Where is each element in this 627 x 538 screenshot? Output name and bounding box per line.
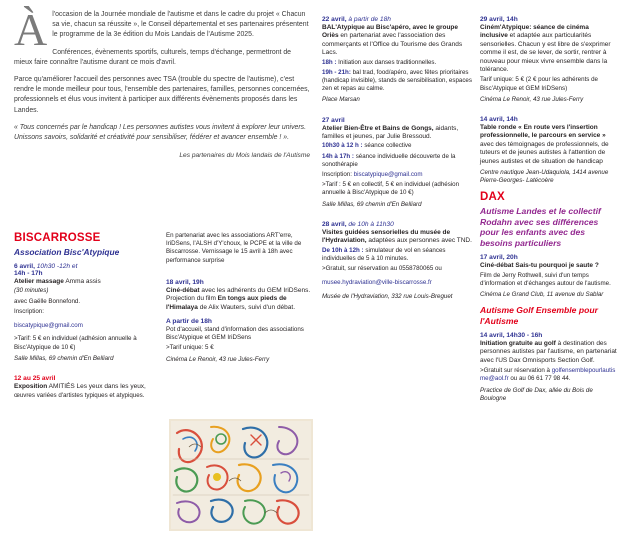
event-table-ronde <box>480 116 618 185</box>
intro-paragraph-1: l'occasion de la Journée mondiale de l'autisme et dans le cadre du projet « Chacun sa vie, chacun sa réussite », le Conseil départemental et ses partenaires présentent le programme de la 3e édition du Mois Landais de l'Autisme 2025. <box>52 11 309 39</box>
event-detail-duration: (30 minutes) <box>14 287 49 295</box>
event-title: Ciném'Atypique: séance de cinéma inclusive et adaptée aux particularités sensorielles. Chacun y est libre de s'exprimer comme il est, de se lever, de sortir, rentrer à nouveau pour mieux vivre ensemble dans la tolérance. <box>480 24 611 74</box>
event-venue: Place Marsan <box>322 96 360 104</box>
inscription-label: Inscription: biscatypique@gmail.com <box>322 171 423 179</box>
event-title: Atelier Bien-Être et Bains de Gongs, aidants, familles et jeunes, par Julie Bressoud. <box>322 124 459 141</box>
event-welcome-info: Pot d'accueil, stand d'information des associations Bisc'Atypique et GEM IriDSens <box>166 326 304 342</box>
inscription-label: Inscription: <box>14 307 44 315</box>
event-venue: Cinéma Le Renoir, 43 rue Jules-Ferry <box>166 355 270 363</box>
city-heading-dax: DAX <box>480 191 505 204</box>
association-heading: Association Bisc'Atypique <box>14 247 120 257</box>
event-date: 14 avril, 14h <box>480 116 518 124</box>
event-description: œuvres variées d'artistes typiques et atypiques. <box>14 392 145 400</box>
event-price: Tarif unique: 5 € (2 € pour les adhérents de Bisc'Atypique et GEM IriDSens) <box>480 76 598 92</box>
event-reservation: >Gratuit sur réservation à golfensemblepourlautisme@aol.fr ou au 06 61 77 98 44. <box>480 367 616 383</box>
column-partners <box>166 232 314 364</box>
column-biscarrosse <box>14 232 162 403</box>
event-venue: Salle Millas, 69 chemin d'En Belliard <box>14 354 114 362</box>
event-title: BAL'Atypique au Bisc'apéro, avec le groupe Oriès en partenariat avec l'association des commerçants et l'Office du Tourisme des Grands Lacs. <box>322 24 463 57</box>
event-initiation-golf <box>480 332 618 403</box>
event-schedule-line: 19h - 21h: bal trad, food/apéro, avec fêtes prioritaires (handicap invisible), stands de sensibilisation, espaces zen et repas au calme. <box>322 68 472 93</box>
event-venue: Musée de l'Hydraviation, 332 rue Louis-Breguet <box>322 292 453 300</box>
intro-paragraph-2: Conférences, évènements sportifs, culturels, temps d'échange, permettront de mieux faire connaître l'autisme durant ce mois d'avril. <box>14 48 292 66</box>
event-date: 14 avril, 14h30 - 16h <box>480 331 543 339</box>
event-schedule-line: 10h30 à 12 h : séance collective <box>322 142 412 150</box>
event-cine-debat <box>166 279 314 364</box>
event-date: 27 avril <box>322 116 345 124</box>
event-bal-atypique <box>322 16 472 105</box>
intro-quote: « Tous concernés par le handicap ! Les personnes autistes vous invitent à explorer leur univers. Unissons savoirs, solidarité et créativité pour sensibiliser, fédérer et avancer ensemble ! ». <box>14 123 307 142</box>
event-price: >Tarif : 5 € en collectif, 5 € en individuel (adhésion annuelle à Bisc'Atypique de 10 €) <box>322 181 460 197</box>
event-title: Ciné-débat Sais-tu pourquoi je saute ? <box>480 262 599 270</box>
column-events-mid <box>322 10 472 301</box>
event-bien-etre <box>322 117 472 209</box>
event-title: Initiation gratuite au golf à destination des personnes autistes par l'autisme, en partenariat avec l'US Dax Omnisports Section Golf. <box>480 339 617 364</box>
event-price: >Tarif unique: 5 € <box>166 344 214 352</box>
event-title: Visites guidées sensorielles du musée de l'Hydraviation, adaptées aux personnes avec TND. <box>322 228 472 245</box>
column-events-right <box>480 10 618 403</box>
reservation-email[interactable]: musee.hydraviation@ville-biscarrosse.fr <box>322 279 432 287</box>
event-date: 18 avril, 19h <box>166 278 204 286</box>
event-title: Atelier massage Amma assis <box>14 278 101 285</box>
inscription-email[interactable]: biscatypique@gmail.com <box>14 322 83 330</box>
event-date: 29 avril, 14h <box>480 16 518 23</box>
inscription-email[interactable]: biscatypique@gmail.com <box>353 171 423 179</box>
event-title: Exposition AMITIÉS Les yeux dans les yeux, <box>14 383 146 390</box>
event-title: Table ronde « En route vers l'insertion professionnelle, le parcours en service » avec des témoignages de professionnels, de tuteurs et de jeunes autistes à l'attention de jeunes autistes et de situation de handicap <box>480 124 609 165</box>
event-price: >Tarif: 5 € en individuel (adhésion annuelle à Bisc'Atypique de 10 €) <box>14 335 137 351</box>
event-exposition <box>14 375 162 401</box>
event-venue: Practice de Golf de Dax, allée du Bois de Boulogne <box>480 386 593 402</box>
event-schedule-line: 14h à 17h : séance individuelle découverte de la sonothérapie <box>322 152 456 168</box>
event-date: 17 avril, 20h <box>480 254 518 262</box>
intro-signature: Les partenaires du Mois landais de l'Autisme <box>179 152 310 160</box>
city-heading-biscarrosse: BISCARROSSE <box>14 232 101 244</box>
intro-paragraph-3: Parce qu'améliorer l'accueil des personnes avec TSA (trouble du spectre de l'autisme), c'est rendre le monde meilleur pour tous, l'ensemble des partenaires, familles, personnes concernées, professionnels et élus vous invitent à participer aux différents évènements proposés dans les Landes. <box>14 76 310 114</box>
event-schedule-line: 18h : Initiation aux danses traditionnelles. <box>322 58 437 66</box>
partnership-text: En partenariat avec les associations ART'erre, IriDSens, l'ALSH d'Y'choux, le PCPE et la ville de Biscarrosse. Vernissage le 15 avril à 18h avec performance surprise <box>166 232 302 264</box>
event-venue: Cinéma Le Grand Club, 11 avenue du Sablar <box>480 290 604 298</box>
event-schedule-line: De 10h à 12h : simulateur de vol en séances individuelles de 5 à 10 minutes. <box>322 246 446 262</box>
event-cine-debat-dax <box>480 254 618 299</box>
event-date: 22 avril, à partir de 18h <box>322 16 391 23</box>
event-subdate: A partir de 18h <box>166 318 212 326</box>
childrens-drawing-artwork <box>168 418 314 532</box>
reservation-email[interactable]: golfensemblepourlautisme@aol.fr <box>480 367 616 383</box>
event-detail-animator: avec Gaëlle Bonnefond. <box>14 297 81 305</box>
association-heading-autisme-landes: Autisme Landes et le collectif Rodahn avec ses différences pour les enfants avec des besoins particuliers <box>480 206 601 248</box>
event-date: 12 au 25 avril <box>14 375 56 382</box>
intro-block <box>14 4 310 160</box>
association-heading-autisme-golf: Autisme Golf Ensemble pour l'Autisme <box>480 305 598 326</box>
event-reservation: >Gratuit, sur réservation au 0558780065 ou <box>322 265 442 273</box>
event-cinematypique <box>480 16 618 104</box>
event-date: 6 avril, 10h30 -12h et 14h - 17h <box>14 263 78 277</box>
event-venue: Cinéma Le Renoir, 43 rue Jules-Ferry <box>480 95 584 103</box>
event-description: Film de Jerry Rothwell, suivi d'un temps d'information et d'échanges autour de l'autisme. <box>480 271 611 287</box>
event-date: 28 avril, de 10h à 11h30 <box>322 220 394 228</box>
drop-cap: À <box>14 4 48 55</box>
event-venue: Salle Millas, 69 chemin d'En Belliard <box>322 200 422 208</box>
event-massage <box>14 263 162 363</box>
event-venue: Centre nautique Jean-Udaquiola, 1414 avenue Pierre-Georges- Latécoère <box>480 169 609 185</box>
event-hydraviation <box>322 221 472 301</box>
event-title: Ciné-débat avec les adhérents du GEM IriDSens. Projection du film En tongs aux pieds de l'Himalaya de Alix Wauters, suivi d'un débat. <box>166 286 311 311</box>
